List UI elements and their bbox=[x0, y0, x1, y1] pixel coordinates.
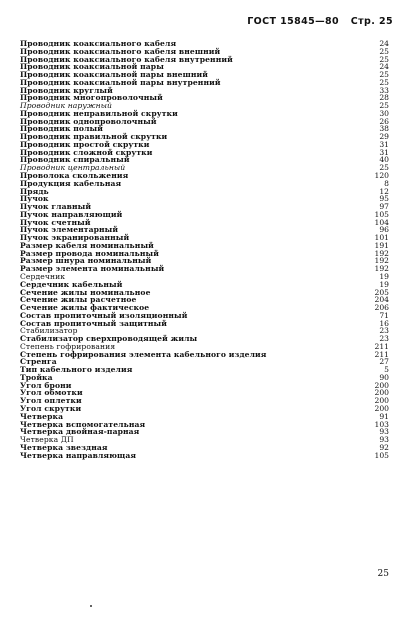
index-term: Размер элемента номинальный bbox=[20, 264, 165, 274]
index-term: Проводник правильной скрутки bbox=[20, 132, 168, 142]
index-page-number: 96 bbox=[379, 225, 389, 235]
index-term: Четверка направляющая bbox=[20, 450, 137, 460]
index-term: Тройка bbox=[20, 372, 53, 382]
index-page-number: 103 bbox=[374, 419, 389, 429]
index-term: Пучок направляющий bbox=[20, 209, 123, 219]
index-page-number: 26 bbox=[379, 116, 389, 126]
index-page-number: 95 bbox=[379, 194, 389, 204]
index-page-number: 105 bbox=[374, 450, 389, 460]
index-page-number: 93 bbox=[379, 435, 389, 445]
index-term: Стабилизатор bbox=[20, 326, 78, 336]
index-term: Сердечник bbox=[20, 271, 66, 281]
index-page-number: 93 bbox=[379, 427, 389, 437]
index-page-number: 205 bbox=[374, 287, 389, 297]
index-term: Проводник неправильной скрутки bbox=[20, 108, 178, 118]
index-term: Степень гофрирования элемента кабельного изделия bbox=[20, 349, 267, 359]
index-term: Проводник коаксиального кабеля внутренний bbox=[20, 54, 233, 64]
index-page-number: 204 bbox=[374, 295, 389, 305]
index-page-number: 38 bbox=[379, 124, 389, 134]
index-page-number: 192 bbox=[374, 264, 389, 274]
index-term: Тип кабельного изделия bbox=[20, 365, 133, 375]
index-term: Размер кабеля номинальный bbox=[20, 240, 154, 250]
index-term: Четверка ДП bbox=[20, 435, 74, 445]
index-page-number: 24 bbox=[379, 62, 389, 72]
index-term: Четверка двойная-парная bbox=[20, 427, 140, 437]
index-term: Угол брони bbox=[20, 380, 72, 390]
index-term: Продукция кабельная bbox=[20, 178, 122, 188]
index-term: Проводник коаксиальной пары внутренний bbox=[20, 77, 221, 87]
index-page-number: 23 bbox=[379, 334, 389, 344]
index-term: Пучок экранированный bbox=[20, 233, 130, 243]
print-speck bbox=[90, 605, 92, 607]
index-page-number: 90 bbox=[379, 372, 389, 382]
index-entry bbox=[20, 366, 389, 374]
index-term: Проводник коаксиального кабеля внешний bbox=[20, 46, 221, 56]
index-term: Проводник спиральный bbox=[20, 155, 130, 165]
index-entry bbox=[20, 374, 389, 382]
index-page-number: 206 bbox=[374, 303, 389, 313]
index-page-number: 104 bbox=[374, 217, 389, 227]
index-entry bbox=[20, 351, 389, 359]
index-page-number: 29 bbox=[379, 132, 389, 142]
index-entry bbox=[20, 188, 389, 196]
index-term: Состав пропиточный изоляционный bbox=[20, 310, 188, 320]
index-term: Пучок главный bbox=[20, 202, 92, 212]
index-page-number: 28 bbox=[379, 93, 389, 103]
index-term: Прядь bbox=[20, 186, 49, 196]
index-entry bbox=[20, 452, 389, 460]
index-entry bbox=[20, 265, 389, 273]
index-page-number: 30 bbox=[379, 108, 389, 118]
index-page-number: 120 bbox=[374, 171, 389, 181]
index-page-number: 191 bbox=[374, 240, 389, 250]
index-term: Угол скрутки bbox=[20, 403, 82, 413]
index-page-number: 91 bbox=[379, 411, 389, 421]
index-term: Четверка вспомогательная bbox=[20, 419, 146, 429]
index-term: Проводник коаксиальной пары bbox=[20, 62, 164, 72]
index-page-number: 192 bbox=[374, 256, 389, 266]
page-label: Стр. 25 bbox=[350, 16, 393, 27]
index-page-number: 25 bbox=[379, 70, 389, 80]
index-page-number: 25 bbox=[379, 101, 389, 111]
term-index-list bbox=[20, 40, 389, 459]
index-page-number: 211 bbox=[374, 349, 389, 359]
index-page-number: 27 bbox=[379, 357, 389, 367]
index-term: Пучок bbox=[20, 194, 49, 204]
index-page-number: 200 bbox=[374, 380, 389, 390]
document-code: ГОСТ 15845—80 bbox=[247, 16, 340, 27]
index-term: Проводник однопроволочный bbox=[20, 116, 157, 126]
index-page-number: 16 bbox=[379, 318, 389, 328]
index-entry bbox=[20, 405, 389, 413]
page-header bbox=[0, 16, 393, 27]
index-term: Проводник круглый bbox=[20, 85, 113, 95]
index-term: Пучок счетный bbox=[20, 217, 91, 227]
index-page-number: 12 bbox=[379, 186, 389, 196]
index-page-number: 105 bbox=[374, 209, 389, 219]
index-term: Пучок элементарный bbox=[20, 225, 119, 235]
index-term: Сечение жилы расчетное bbox=[20, 295, 137, 305]
index-page-number: 101 bbox=[374, 233, 389, 243]
index-page-number: 211 bbox=[374, 341, 389, 351]
index-term: Размер шнура номинальный bbox=[20, 256, 152, 266]
index-page-number: 19 bbox=[379, 271, 389, 281]
index-term: Угол обмотки bbox=[20, 388, 83, 398]
index-entry bbox=[20, 428, 389, 436]
index-term: Сечение жилы фактическое bbox=[20, 303, 150, 313]
index-page-number: 25 bbox=[379, 163, 389, 173]
index-page-number: 31 bbox=[379, 147, 389, 157]
index-page-number: 31 bbox=[379, 139, 389, 149]
index-page-number: 97 bbox=[379, 202, 389, 212]
index-term: Проволока скольжения bbox=[20, 171, 129, 181]
index-term: Проводник коаксиального кабеля bbox=[20, 39, 177, 48]
index-term: Сечение жилы номинальное bbox=[20, 287, 151, 297]
page-number: 25 bbox=[377, 569, 389, 579]
index-page-number: 19 bbox=[379, 279, 389, 289]
index-page-number: 8 bbox=[384, 178, 389, 188]
index-page-number: 92 bbox=[379, 442, 389, 452]
index-page-number: 200 bbox=[374, 396, 389, 406]
index-term: Угол оплетки bbox=[20, 396, 82, 406]
index-term: Четверка звездная bbox=[20, 442, 108, 452]
index-page-number: 23 bbox=[379, 326, 389, 336]
index-term: Проводник центральный bbox=[20, 163, 126, 173]
index-page-number: 200 bbox=[374, 403, 389, 413]
index-term: Сердечник кабельный bbox=[20, 279, 123, 289]
index-term: Степень гофрирования bbox=[20, 341, 116, 351]
index-page-number: 33 bbox=[379, 85, 389, 95]
index-page-number: 25 bbox=[379, 54, 389, 64]
index-page-number: 71 bbox=[379, 310, 389, 320]
index-page-number: 5 bbox=[384, 365, 389, 375]
index-term: Четверка bbox=[20, 411, 64, 421]
index-page-number: 24 bbox=[379, 39, 389, 48]
index-term: Стабилизатор сверхпроводящей жилы bbox=[20, 334, 198, 344]
index-term: Проводник многопроволочный bbox=[20, 93, 163, 103]
index-page-number: 200 bbox=[374, 388, 389, 398]
index-term: Состав пропиточный защитный bbox=[20, 318, 167, 328]
index-term: Проводник наружный bbox=[20, 101, 113, 111]
index-page-number: 40 bbox=[379, 155, 389, 165]
index-page-number: 25 bbox=[379, 46, 389, 56]
index-term: Проводник сложной скрутки bbox=[20, 147, 153, 157]
index-page-number: 192 bbox=[374, 248, 389, 258]
index-term: Размер провода номинальный bbox=[20, 248, 159, 258]
index-entry bbox=[20, 180, 389, 188]
index-term: Проводник коаксиальной пары внешний bbox=[20, 70, 208, 80]
index-term: Стренга bbox=[20, 357, 57, 367]
index-term: Проводник полый bbox=[20, 124, 103, 134]
index-term: Проводник простой скрутки bbox=[20, 139, 150, 149]
index-page-number: 25 bbox=[379, 77, 389, 87]
